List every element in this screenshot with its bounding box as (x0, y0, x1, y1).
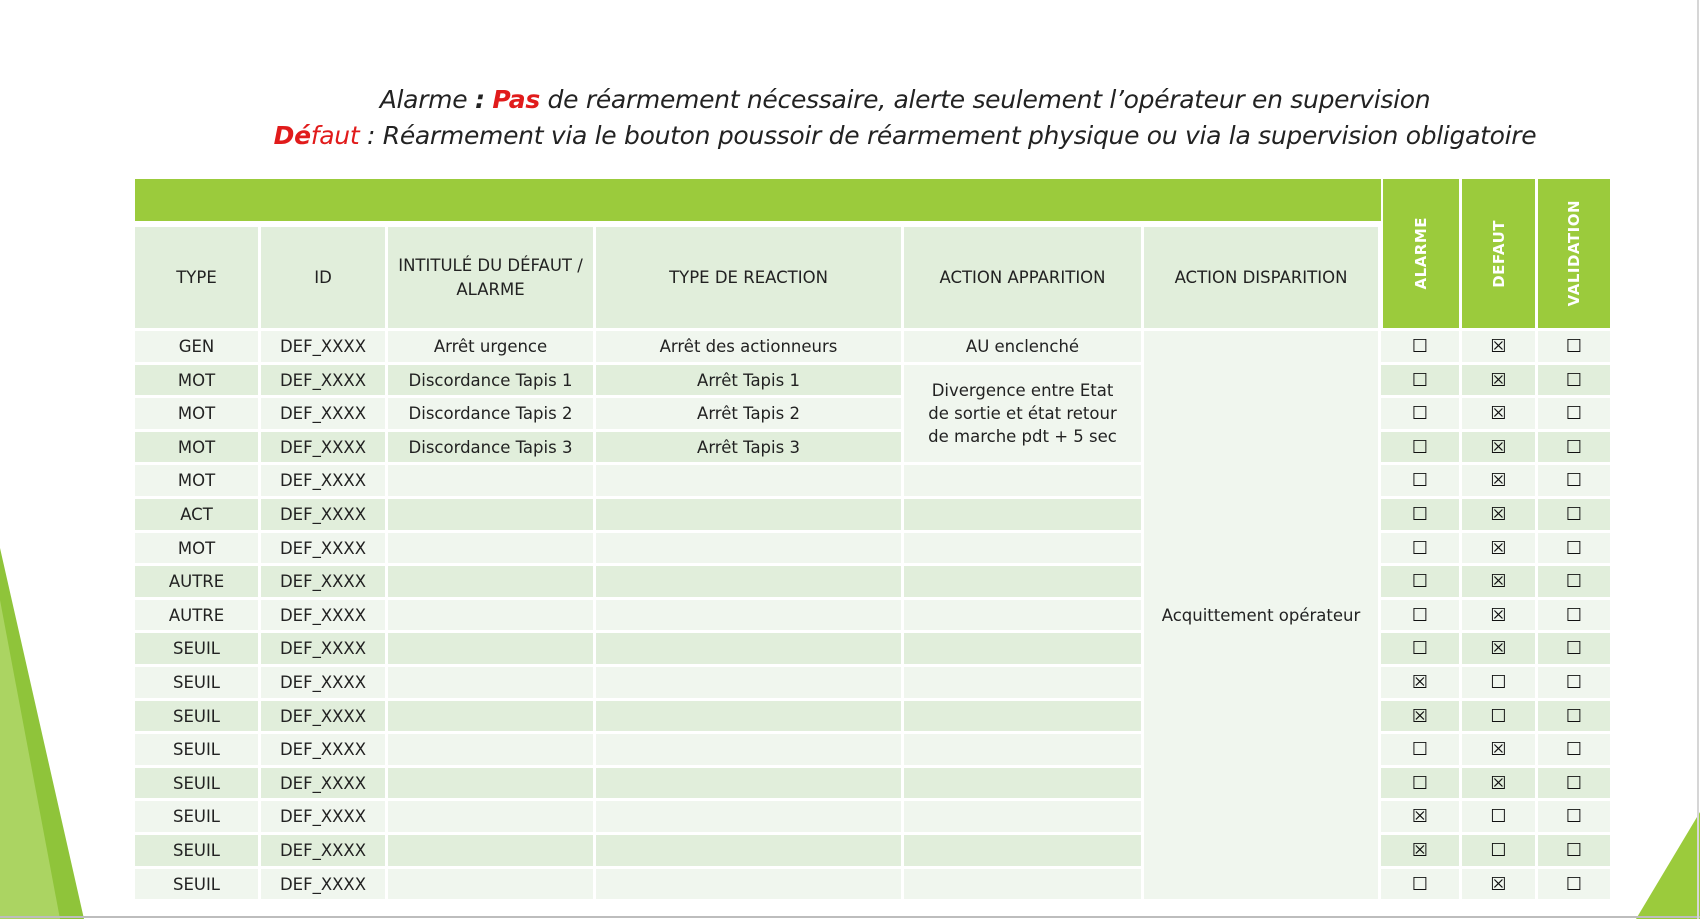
checkbox-alarme[interactable]: ☐ (1381, 365, 1459, 395)
checkbox-validation[interactable]: ☐ (1538, 734, 1610, 765)
cell-id: DEF_XXXX (261, 701, 385, 731)
checkbox-alarme[interactable]: ☐ (1381, 331, 1459, 362)
cell-type: SEUIL (135, 701, 258, 731)
header-validation (1538, 179, 1610, 328)
header-defaut-label: DEFAUT (1489, 219, 1508, 288)
cell-type-reaction: Arrêt des actionneurs (596, 331, 901, 362)
checkbox-validation[interactable]: ☐ (1538, 566, 1610, 597)
table-title-band (135, 179, 1381, 221)
heading-de-highlight: Dé (273, 121, 311, 150)
cell-type: MOT (135, 365, 258, 395)
checkbox-alarme[interactable]: ☐ (1381, 869, 1459, 899)
checkbox-validation[interactable]: ☐ (1538, 801, 1610, 832)
checkbox-alarme[interactable]: ☒ (1381, 835, 1459, 866)
cell-intitule (388, 667, 593, 698)
cell-action-apparition (904, 835, 1141, 866)
checkbox-defaut[interactable]: ☒ (1462, 768, 1535, 798)
cell-intitule (388, 734, 593, 765)
heading-pas-highlight: Pas (492, 85, 540, 114)
checkbox-alarme[interactable]: ☐ (1381, 499, 1459, 530)
checkbox-defaut[interactable]: ☒ (1462, 533, 1535, 563)
cell-intitule (388, 566, 593, 597)
cell-id: DEF_XXXX (261, 533, 385, 563)
checkbox-alarme[interactable]: ☐ (1381, 734, 1459, 765)
cell-id: DEF_XXXX (261, 768, 385, 798)
checkbox-validation[interactable]: ☐ (1538, 701, 1610, 731)
cell-type: SEUIL (135, 869, 258, 899)
checkbox-defaut[interactable]: ☒ (1462, 734, 1535, 765)
cell-intitule: Discordance Tapis 3 (388, 432, 593, 462)
cell-action-apparition (904, 600, 1141, 630)
checkbox-validation[interactable]: ☐ (1538, 633, 1610, 664)
cell-type: AUTRE (135, 566, 258, 597)
checkbox-alarme[interactable]: ☐ (1381, 398, 1459, 429)
right-green-triangle (1636, 812, 1700, 919)
checkbox-defaut[interactable]: ☒ (1462, 432, 1535, 462)
checkbox-alarme[interactable]: ☒ (1381, 701, 1459, 731)
checkbox-defaut[interactable]: ☒ (1462, 633, 1535, 664)
cell-type-reaction (596, 499, 901, 530)
heading-faut-highlight: faut (310, 121, 360, 150)
cell-type-reaction (596, 465, 901, 496)
cell-intitule (388, 869, 593, 899)
checkbox-defaut[interactable]: ☒ (1462, 566, 1535, 597)
checkbox-alarme[interactable]: ☐ (1381, 600, 1459, 630)
cell-type: GEN (135, 331, 258, 362)
cell-id: DEF_XXXX (261, 566, 385, 597)
cell-type: MOT (135, 465, 258, 496)
cell-type-reaction: Arrêt Tapis 1 (596, 365, 901, 395)
checkbox-alarme[interactable]: ☐ (1381, 633, 1459, 664)
checkbox-alarme[interactable]: ☐ (1381, 566, 1459, 597)
heading-colon: : (474, 85, 485, 114)
checkbox-defaut[interactable]: ☒ (1462, 365, 1535, 395)
checkbox-validation[interactable]: ☐ (1538, 465, 1610, 496)
checkbox-validation[interactable]: ☐ (1538, 600, 1610, 630)
cell-id: DEF_XXXX (261, 365, 385, 395)
checkbox-alarme[interactable]: ☐ (1381, 768, 1459, 798)
cell-type: SEUIL (135, 734, 258, 765)
heading-line-alarme (0, 82, 1700, 118)
cell-type-reaction: Arrêt Tapis 3 (596, 432, 901, 462)
checkbox-defaut[interactable]: ☒ (1462, 499, 1535, 530)
checkbox-defaut[interactable]: ☐ (1462, 701, 1535, 731)
cell-id: DEF_XXXX (261, 801, 385, 832)
heading-alarme-label: Alarme (379, 85, 475, 114)
cell-type-reaction (596, 566, 901, 597)
cell-action-apparition (904, 465, 1141, 496)
checkbox-validation[interactable]: ☐ (1538, 499, 1610, 530)
cell-action-disparition-merged: Acquittement opérateur (1144, 331, 1378, 899)
cell-action-apparition (904, 499, 1141, 530)
checkbox-validation[interactable]: ☐ (1538, 365, 1610, 395)
header-validation-label: VALIDATION (1565, 200, 1583, 307)
cell-id: DEF_XXXX (261, 398, 385, 429)
cell-action-apparition (904, 801, 1141, 832)
checkbox-validation[interactable]: ☐ (1538, 667, 1610, 698)
cell-action-apparition-merged: Divergence entre Etat de sortie et état retour de marche pdt + 5 sec (904, 365, 1141, 462)
cell-type: SEUIL (135, 768, 258, 798)
header-type: TYPE (135, 227, 258, 328)
header-intitule: INTITULÉ DU DÉFAUT / ALARME (388, 227, 593, 328)
header-defaut (1462, 179, 1535, 328)
header-type-reaction: TYPE DE REACTION (596, 227, 901, 328)
cell-action-apparition (904, 869, 1141, 899)
heading-line-defaut (0, 118, 1700, 154)
checkbox-alarme[interactable]: ☒ (1381, 667, 1459, 698)
checkbox-defaut[interactable]: ☐ (1462, 801, 1535, 832)
cell-intitule (388, 499, 593, 530)
cell-intitule: Discordance Tapis 2 (388, 398, 593, 429)
cell-type: SEUIL (135, 633, 258, 664)
header-alarme (1383, 179, 1459, 328)
cell-type-reaction (596, 667, 901, 698)
cell-action-apparition (904, 566, 1141, 597)
checkbox-validation[interactable]: ☐ (1538, 331, 1610, 362)
cell-type: MOT (135, 398, 258, 429)
heading-defaut-text: : Réarmement via le bouton poussoir de réarmement physique ou via la supervision obligatoire (359, 121, 1537, 150)
checkbox-defaut[interactable]: ☒ (1462, 331, 1535, 362)
cell-id: DEF_XXXX (261, 432, 385, 462)
cell-id: DEF_XXXX (261, 499, 385, 530)
cell-intitule (388, 600, 593, 630)
cell-type: ACT (135, 499, 258, 530)
checkbox-validation[interactable]: ☐ (1538, 768, 1610, 798)
cell-intitule (388, 633, 593, 664)
cell-type-reaction (596, 633, 901, 664)
cell-intitule (388, 465, 593, 496)
cell-action-apparition (904, 533, 1141, 563)
checkbox-validation[interactable]: ☐ (1538, 835, 1610, 866)
cell-id: DEF_XXXX (261, 633, 385, 664)
cell-action-apparition (904, 701, 1141, 731)
checkbox-alarme[interactable]: ☐ (1381, 432, 1459, 462)
header-action-disparition: ACTION DISPARITION (1144, 227, 1378, 328)
checkbox-defaut[interactable]: ☒ (1462, 398, 1535, 429)
cell-type: SEUIL (135, 667, 258, 698)
cell-action-apparition (904, 633, 1141, 664)
cell-type-reaction (596, 533, 901, 563)
cell-intitule (388, 801, 593, 832)
cell-id: DEF_XXXX (261, 667, 385, 698)
cell-type: AUTRE (135, 600, 258, 630)
cell-type-reaction (596, 768, 901, 798)
checkbox-validation[interactable]: ☐ (1538, 869, 1610, 899)
cell-action-apparition: AU enclenché (904, 331, 1141, 362)
slide-heading (0, 82, 1700, 154)
cell-action-apparition (904, 768, 1141, 798)
cell-type-reaction (596, 801, 901, 832)
cell-type: MOT (135, 432, 258, 462)
cell-intitule (388, 533, 593, 563)
cell-intitule: Discordance Tapis 1 (388, 365, 593, 395)
cell-type-reaction (596, 869, 901, 899)
cell-intitule (388, 768, 593, 798)
checkbox-validation[interactable]: ☐ (1538, 398, 1610, 429)
cell-type: SEUIL (135, 835, 258, 866)
checkbox-validation[interactable]: ☐ (1538, 432, 1610, 462)
cell-id: DEF_XXXX (261, 734, 385, 765)
cell-id: DEF_XXXX (261, 835, 385, 866)
heading-alarme-text: de réarmement nécessaire, alerte seulement l’opérateur en supervision (539, 85, 1431, 114)
header-id: ID (261, 227, 385, 328)
checkbox-defaut[interactable]: ☐ (1462, 835, 1535, 866)
header-alarme-label: ALARME (1412, 217, 1430, 290)
cell-action-apparition (904, 734, 1141, 765)
cell-action-apparition (904, 667, 1141, 698)
cell-type: MOT (135, 533, 258, 563)
cell-type-reaction (596, 600, 901, 630)
cell-type-reaction: Arrêt Tapis 2 (596, 398, 901, 429)
cell-intitule: Arrêt urgence (388, 331, 593, 362)
checkbox-alarme[interactable]: ☐ (1381, 465, 1459, 496)
cell-id: DEF_XXXX (261, 869, 385, 899)
cell-type-reaction (596, 835, 901, 866)
checkbox-defaut[interactable]: ☐ (1462, 667, 1535, 698)
cell-id: DEF_XXXX (261, 465, 385, 496)
cell-type: SEUIL (135, 801, 258, 832)
checkbox-defaut[interactable]: ☒ (1462, 465, 1535, 496)
header-action-apparition: ACTION APPARITION (904, 227, 1141, 328)
cell-type-reaction (596, 701, 901, 731)
cell-intitule (388, 835, 593, 866)
checkbox-defaut[interactable]: ☒ (1462, 600, 1535, 630)
checkbox-alarme[interactable]: ☐ (1381, 533, 1459, 563)
checkbox-validation[interactable]: ☐ (1538, 533, 1610, 563)
cell-type-reaction (596, 734, 901, 765)
checkbox-defaut[interactable]: ☒ (1462, 869, 1535, 899)
checkbox-alarme[interactable]: ☒ (1381, 801, 1459, 832)
cell-id: DEF_XXXX (261, 331, 385, 362)
cell-id: DEF_XXXX (261, 600, 385, 630)
cell-intitule (388, 701, 593, 731)
